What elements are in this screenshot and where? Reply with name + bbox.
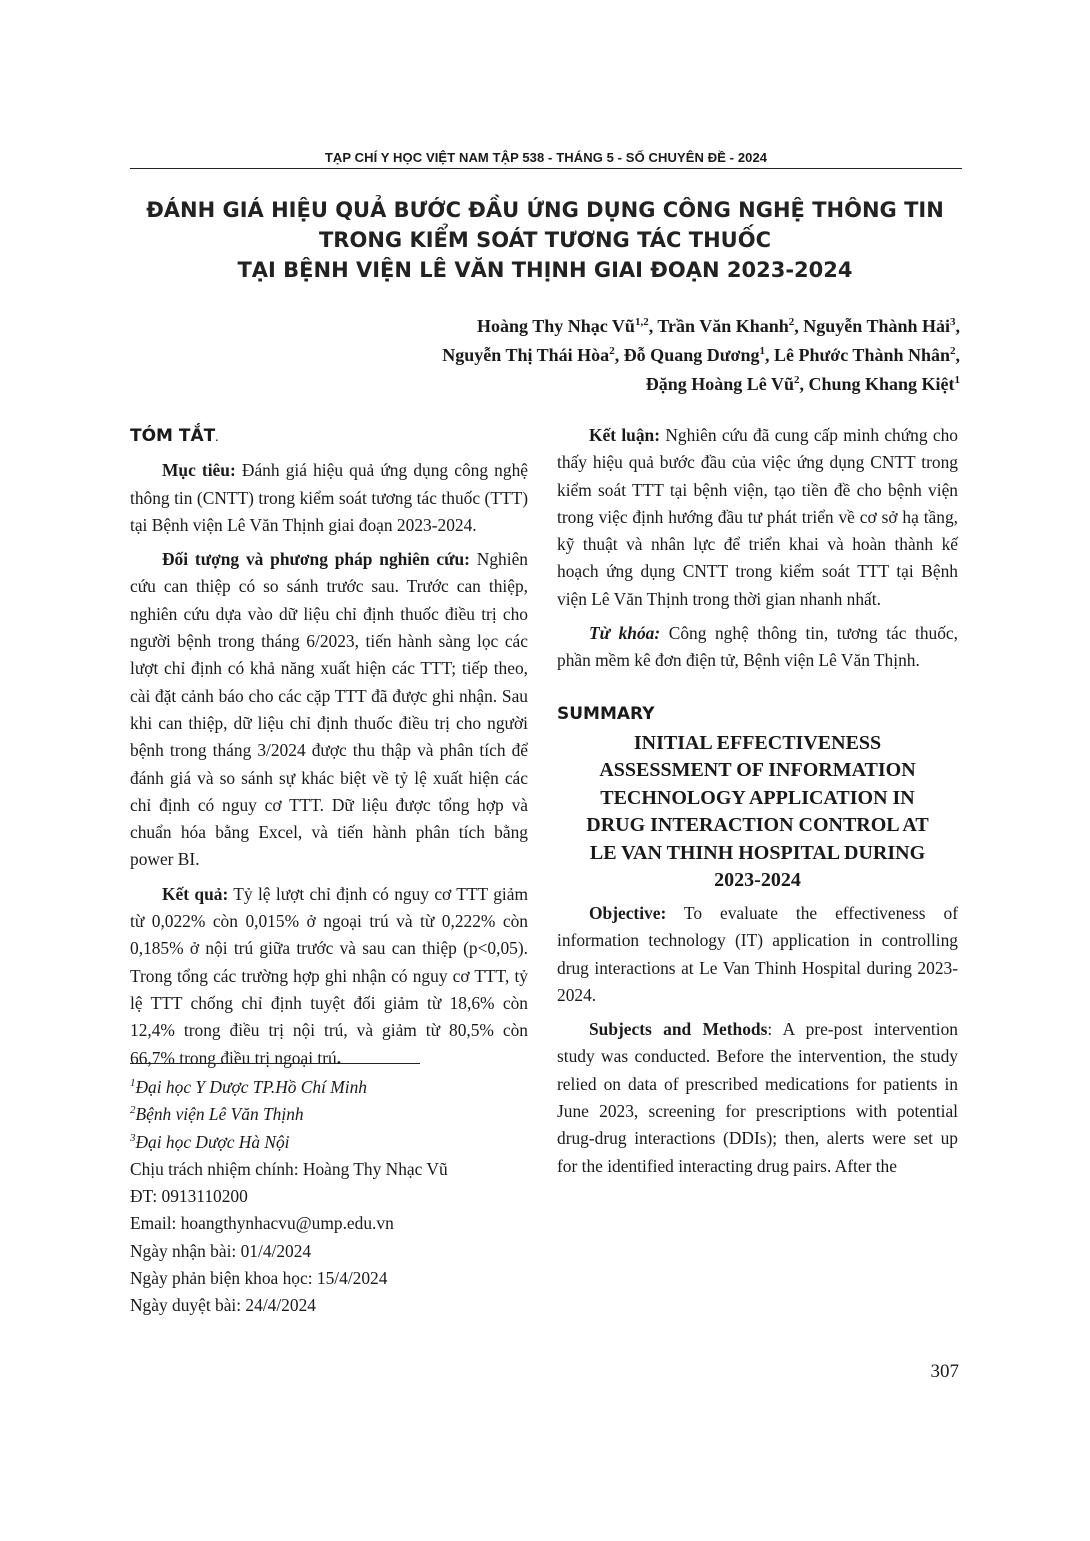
left-column [130, 421, 528, 1072]
keywords-text: Công nghệ thông tin, tương tác thuốc, phần mềm kê đơn điện tử, Bệnh viện Lê Văn Thịnh. [557, 623, 958, 671]
methods-text: Nghiên cứu can thiệp có so sánh trước sau. Trước can thiệp, nghiên cứu dựa vào dữ liệu chỉ định thuốc điều trị cho người bệnh trong tháng 6/2023, tiến hành sàng lọc các lượt chỉ định có khả năng xuất hiện các TTT; tiếp theo, cài đặt cảnh báo cho các cặp TTT đã được ghi nhận. Sau khi can thiệp, dữ liệu chỉ định thuốc điều trị cho người bệnh trong tháng 3/2024 được thu thập và phân tích để đánh giá và so sánh sự khác biệt về tỷ lệ xuất hiện các chỉ định có nguy cơ TTT. Dữ liệu được tổng hợp và chuẩn hóa bằng Excel, và tiến hành phân tích bằng power BI. [130, 549, 528, 870]
results-label: Kết quả: [162, 883, 229, 904]
summary-methods-label: Subjects and Methods [589, 1019, 768, 1040]
english-title-line: LE VAN THINH HOSPITAL DURING [589, 841, 926, 864]
summary-objective-label: Objective: [589, 902, 667, 923]
author-name: Đặng Hoàng Lê Vũ [645, 374, 794, 394]
title-line-3: TẠI BỆNH VIỆN LÊ VĂN THỊNH GIAI ĐOẠN 2023-2024 [237, 258, 853, 282]
journal-header: TẠP CHÍ Y HỌC VIỆT NAM TẬP 538 - THÁNG 5 - SỐ CHUYÊN ĐỀ - 2024 [324, 150, 768, 165]
results-text: Tỷ lệ lượt chỉ định có nguy cơ TTT giảm từ 0,022% còn 0,015% ở ngoại trú và từ 0,222% còn 0,185% ở nội trú giữa trước và sau can thiệp (p<0,05). Trong tổng các trường hợp ghi nhận có nguy cơ TTT, tỷ lệ TTT chống chỉ định tuyệt đối giảm từ 18,6% còn 12,4% trong điều trị nội trú, và giảm từ 80,5% còn 66,7% trong điều trị ngoại trú [130, 883, 528, 1068]
abstract-heading-text: TÓM TẮT [130, 426, 216, 446]
abstract-results [130, 881, 528, 1072]
author-affiliation-mark: 2 [788, 316, 795, 328]
title-line-2: TRONG KIỂM SOÁT TƯƠNG TÁC THUỐC [318, 228, 771, 252]
author-name: Chung Khang Kiệt [808, 374, 955, 394]
keywords-label: Từ khóa: [589, 623, 661, 644]
conclusion-text: Nghiên cứu đã cung cấp minh chứng cho thấy hiệu quả bước đầu của việc ứng dụng CNTT trong kiểm soát TTT tại bệnh viện, tạo tiền đề cho bệnh viện trong việc định hướng đầu tư phát triển về cơ sở hạ tầng, kỹ thuật và nhân lực để triển khai và hoàn thành kế hoạch ứng dụng CNTT trong kiểm soát TTT tại Bệnh viện Lê Văn Thịnh trong thời gian nhanh nhất. [557, 425, 958, 609]
affiliation-1 [130, 1074, 528, 1101]
affiliation-2 [130, 1101, 528, 1128]
author-affiliation-mark: 2 [609, 345, 615, 357]
affiliation-text: Đại học Dược Hà Nội [135, 1131, 290, 1152]
abstract-conclusion [557, 422, 958, 613]
english-title-line: ASSESSMENT OF INFORMATION [599, 759, 916, 782]
english-title [557, 730, 958, 895]
author-list [442, 312, 960, 399]
author-name: Đỗ Quang Dương [623, 345, 760, 365]
summary-objective-text: To evaluate the effectiveness of information technology (IT) application in controlling drug interactions at Le Van Thinh Hospital during 2023-2024. [557, 902, 958, 1005]
author-name: Lê Phước Thành Nhân [774, 345, 950, 365]
footnote-block [130, 1074, 528, 1320]
affiliation-text: Đại học Y Dược TP.Hồ Chí Minh [135, 1077, 367, 1097]
author-line-2: Nguyễn Thị Thái Hòa$^2$, Đỗ Quang Dương$^1$, Lê Phước Thành Nhân$^2$, [442, 345, 960, 365]
results-end: . [336, 1047, 342, 1068]
footnotes [130, 1063, 528, 1320]
date-reviewed: Ngày phản biện khoa học: 15/4/2024 [130, 1268, 388, 1289]
author-name: Hoàng Thy Nhạc Vũ [477, 316, 635, 336]
author-line-3: Đặng Hoàng Lê $Vũ^2$, Chung Khang Kiệt$^1$ [645, 374, 960, 394]
english-title-line: TECHNOLOGY APPLICATION IN [600, 786, 915, 809]
affiliation-3 [130, 1129, 528, 1156]
objective-label: Mục tiêu: [162, 460, 236, 481]
conclusion-label: Kết luận: [589, 425, 661, 445]
objective-text: Đánh giá hiệu quả ứng dụng công nghệ thông tin (CNTT) trong kiểm soát tương tác thuốc (TTT) tại Bệnh viện Lê Văn Thịnh giai đoạn 2023-2024. [130, 460, 528, 535]
article-title [100, 195, 990, 285]
affiliation-mark: 3 [130, 1131, 136, 1144]
abstract-objective [130, 457, 528, 539]
author-line-1: Hoàng Thy Nhạc Vũ$^{1,2}$, Trần Văn Khanh$^2$, Nguyễn Thành Hải$^3$, [477, 316, 960, 336]
footnote-rule [130, 1063, 420, 1064]
methods-label: Đối tượng và phương pháp nghiên cứu: [162, 549, 470, 570]
phone: ĐT: 0913110200 [130, 1186, 248, 1207]
affiliation-mark: 1 [130, 1077, 136, 1089]
abstract-methods [130, 546, 528, 874]
abstract-heading [130, 423, 528, 452]
english-title-line: INITIAL EFFECTIVENESS [633, 731, 882, 754]
author-affiliation-mark: 3 [950, 316, 956, 328]
page-number: 307 [930, 1361, 959, 1382]
author-affiliation-mark: 2 [793, 374, 800, 386]
author-affiliation-mark: 1,2 [634, 316, 649, 328]
email: Email: hoangthynhacvu@ump.edu.vn [130, 1213, 394, 1234]
summary-methods [557, 1016, 958, 1180]
author-name: Trần Văn Khanh [657, 316, 789, 336]
summary-methods-text: : A pre-post intervention study was conducted. Before the intervention, the study relied on data of prescribed medications for patients in June 2023, screening for prescriptions with potential drug-drug interactions (DDIs); then, alerts were set up for the identified interacting drug pairs. After the [557, 1019, 958, 1176]
author-affiliation-mark: 1 [954, 374, 960, 386]
title-line-1: ĐÁNH GIÁ HIỆU QUẢ BƯỚC ĐẦU ỨNG DỤNG CÔNG NGHỆ THÔNG TIN [146, 198, 944, 222]
summary-heading: SUMMARY [557, 703, 655, 724]
author-affiliation-mark: 1 [759, 345, 765, 357]
author-name: Nguyễn Thành Hải [803, 316, 950, 336]
author-name: Nguyễn Thị Thái Hòa [442, 345, 610, 365]
summary-objective [557, 900, 958, 1009]
affiliation-text: Bệnh viện Lê Văn Thịnh [135, 1104, 304, 1125]
header-rule [130, 168, 962, 169]
abstract-keywords [557, 620, 958, 675]
english-title-line: 2023-2024 [714, 869, 801, 892]
english-title-line: DRUG INTERACTION CONTROL AT [586, 814, 929, 837]
date-received: Ngày nhận bài: 01/4/2024 [130, 1240, 312, 1261]
right-column [557, 424, 958, 1180]
corresponding-author: Chịu trách nhiệm chính: Hoàng Thy Nhạc Vũ [130, 1158, 448, 1179]
heading-dot: . [215, 434, 219, 443]
date-accepted: Ngày duyệt bài: 24/4/2024 [130, 1295, 316, 1316]
author-affiliation-mark: 2 [950, 345, 956, 357]
affiliation-mark: 2 [130, 1104, 136, 1117]
